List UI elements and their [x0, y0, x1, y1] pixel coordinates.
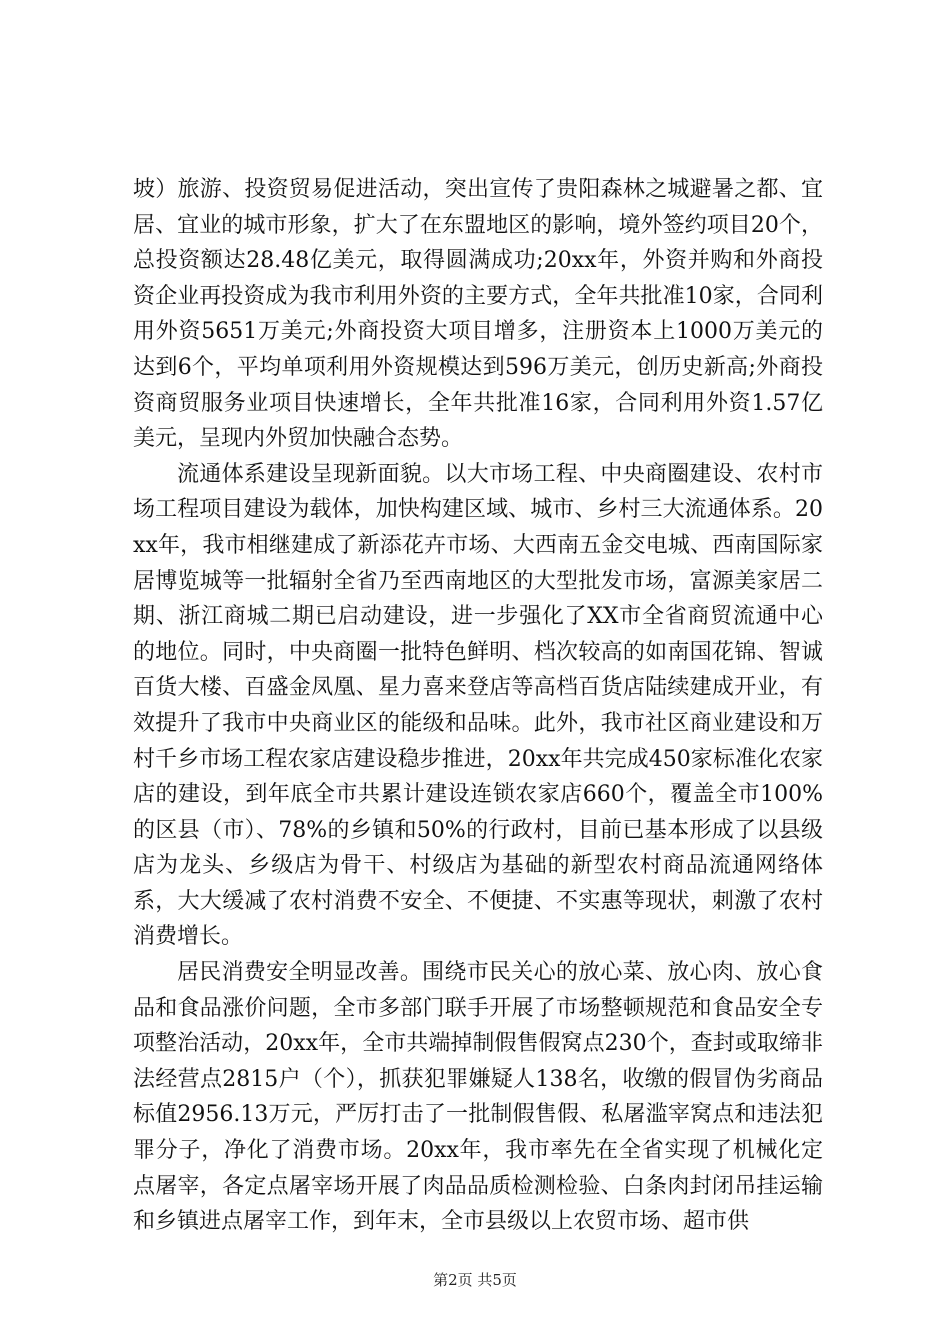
page-footer: 第2页 共5页 — [433, 1271, 517, 1289]
paragraph-consumer-safety: 居民消费安全明显改善。围绕市民关心的放心菜、放心肉、放心食品和食品涨价问题，全市多部门联手开展了市场整顿规范和食品安全专项整治活动，20xx年，全市共端掉制假售假窝点230个，查封或取缔非法经营点2815户（个），抓获犯罪嫌疑人138名，收缴的假冒伪劣商品标值2956.13万元，严厉打击了一批制假售假、私屠滥宰窝点和违法犯罪分子，净化了消费市场。20xx年，我市率先在全省实现了机械化定点屠宰，各定点屠宰场开展了肉品品质检测检验、白条肉封闭吊挂运输和乡镇进点屠宰工作，到年末，全市县级以上农贸市场、超市供 — [133, 960, 823, 1235]
document-body — [133, 172, 823, 1240]
paragraph-circulation-system: 流通体系建设呈现新面貌。以大市场工程、中央商圈建设、农村市场工程项目建设为载体，加快构建区域、城市、乡村三大流通体系。20xx年，我市相继建成了新添花卉市场、大西南五金交电城、西南国际家居博览城等一批辐射全省乃至西南地区的大型批发市场，富源美家居二期、浙江商城二期已启动建设，进一步强化了XX市全省商贸流通中心的地位。同时，中央商圈一批特色鲜明、档次较高的如南国花锦、智诚百货大楼、百盛金凤凰、星力喜来登店等高档百货店陆续建成开业，有效提升了我市中央商业区的能级和品味。此外，我市社区商业建设和万村千乡市场工程农家店建设稳步推进，20xx年共完成450家标准化农家店的建设，到年底全市共累计建设连锁农家店660个，覆盖全市100%的区县（市）、78%的乡镇和50%的行政村，目前已基本形成了以县级店为龙头、乡级店为骨干、村级店为基础的新型农村商品流通网络体系，大大缓减了农村消费不安全、不便捷、不实惠等现状，刺激了农村消费增长。 — [133, 461, 823, 950]
paragraph-foreign-investment: 坡）旅游、投资贸易促进活动，突出宣传了贵阳森林之城避暑之都、宜居、宜业的城市形象，扩大了在东盟地区的影响，境外签约项目20个，总投资额达28.48亿美元，取得圆满成功;20xx年，外资并购和外商投资企业再投资成为我市利用外资的主要方式，全年共批准10家，合同利用外资5651万美元;外商投资大项目增多，注册资本上1000万美元的达到6个，平均单项利用外资规模达到596万美元，创历史新高;外商投资商贸服务业项目快速增长，全年共批准16家，合同利用外资1.57亿美元，呈现内外贸加快融合态势。 — [133, 177, 823, 452]
